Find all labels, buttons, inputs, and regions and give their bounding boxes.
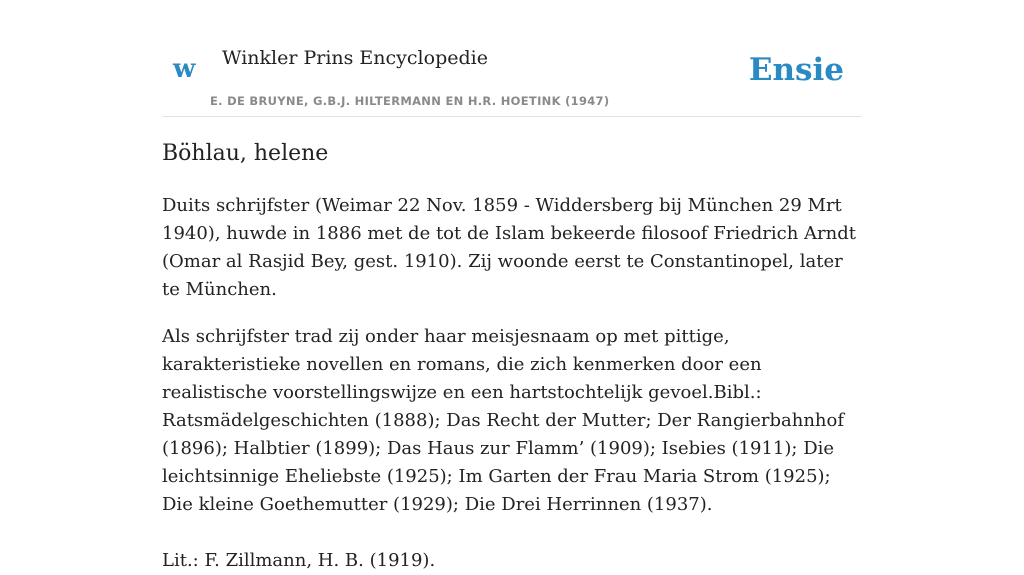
article-literature: Lit.: F. Zillmann, H. B. (1919). bbox=[162, 550, 436, 571]
site-title[interactable]: Winkler Prins Encyclopedie bbox=[222, 47, 488, 69]
article bbox=[162, 138, 862, 575]
site-authors: E. DE BRUYNE, G.B.J. HILTERMANN EN H.R. HOETINK (1947) bbox=[210, 94, 610, 108]
article-paragraph: Als schrijfster trad zij onder haar meisjesnaam op met pittige, karakteristieke novellen en romans, die zich kenmerken door een realistische voorstellingswijze en een hartstochtelijk gevoel.Bibl.: Ratsmädelgeschichten (1888); Das Recht der Mutter; Der Rangierbahnhof (1896); Halbtier (1899); Das Haus zur Flamm’ (1909); Isebies (1911); Die leichtsinnige Eheliebste (1925); Im Garten der Frau Maria Strom (1925); Die kleine Goethemutter (1929); Die Drei Herrinnen (1937). bbox=[162, 326, 845, 515]
article-title: Böhlau, helene bbox=[162, 141, 329, 166]
site-header bbox=[162, 0, 862, 117]
article-paragraph: Duits schrijfster (Weimar 22 Nov. 1859 - Widdersberg bij München 29 Mrt 1940), huwde in 1886 met de tot de Islam bekeerde filosoof Friedrich Arndt (Omar al Rasjid Bey, gest. 1910). Zij woonde eerst te Constantinopel, later te München. bbox=[162, 195, 857, 300]
ensie-logo[interactable]: Ensie bbox=[748, 52, 844, 88]
winkler-prins-logo[interactable]: w bbox=[173, 54, 196, 84]
